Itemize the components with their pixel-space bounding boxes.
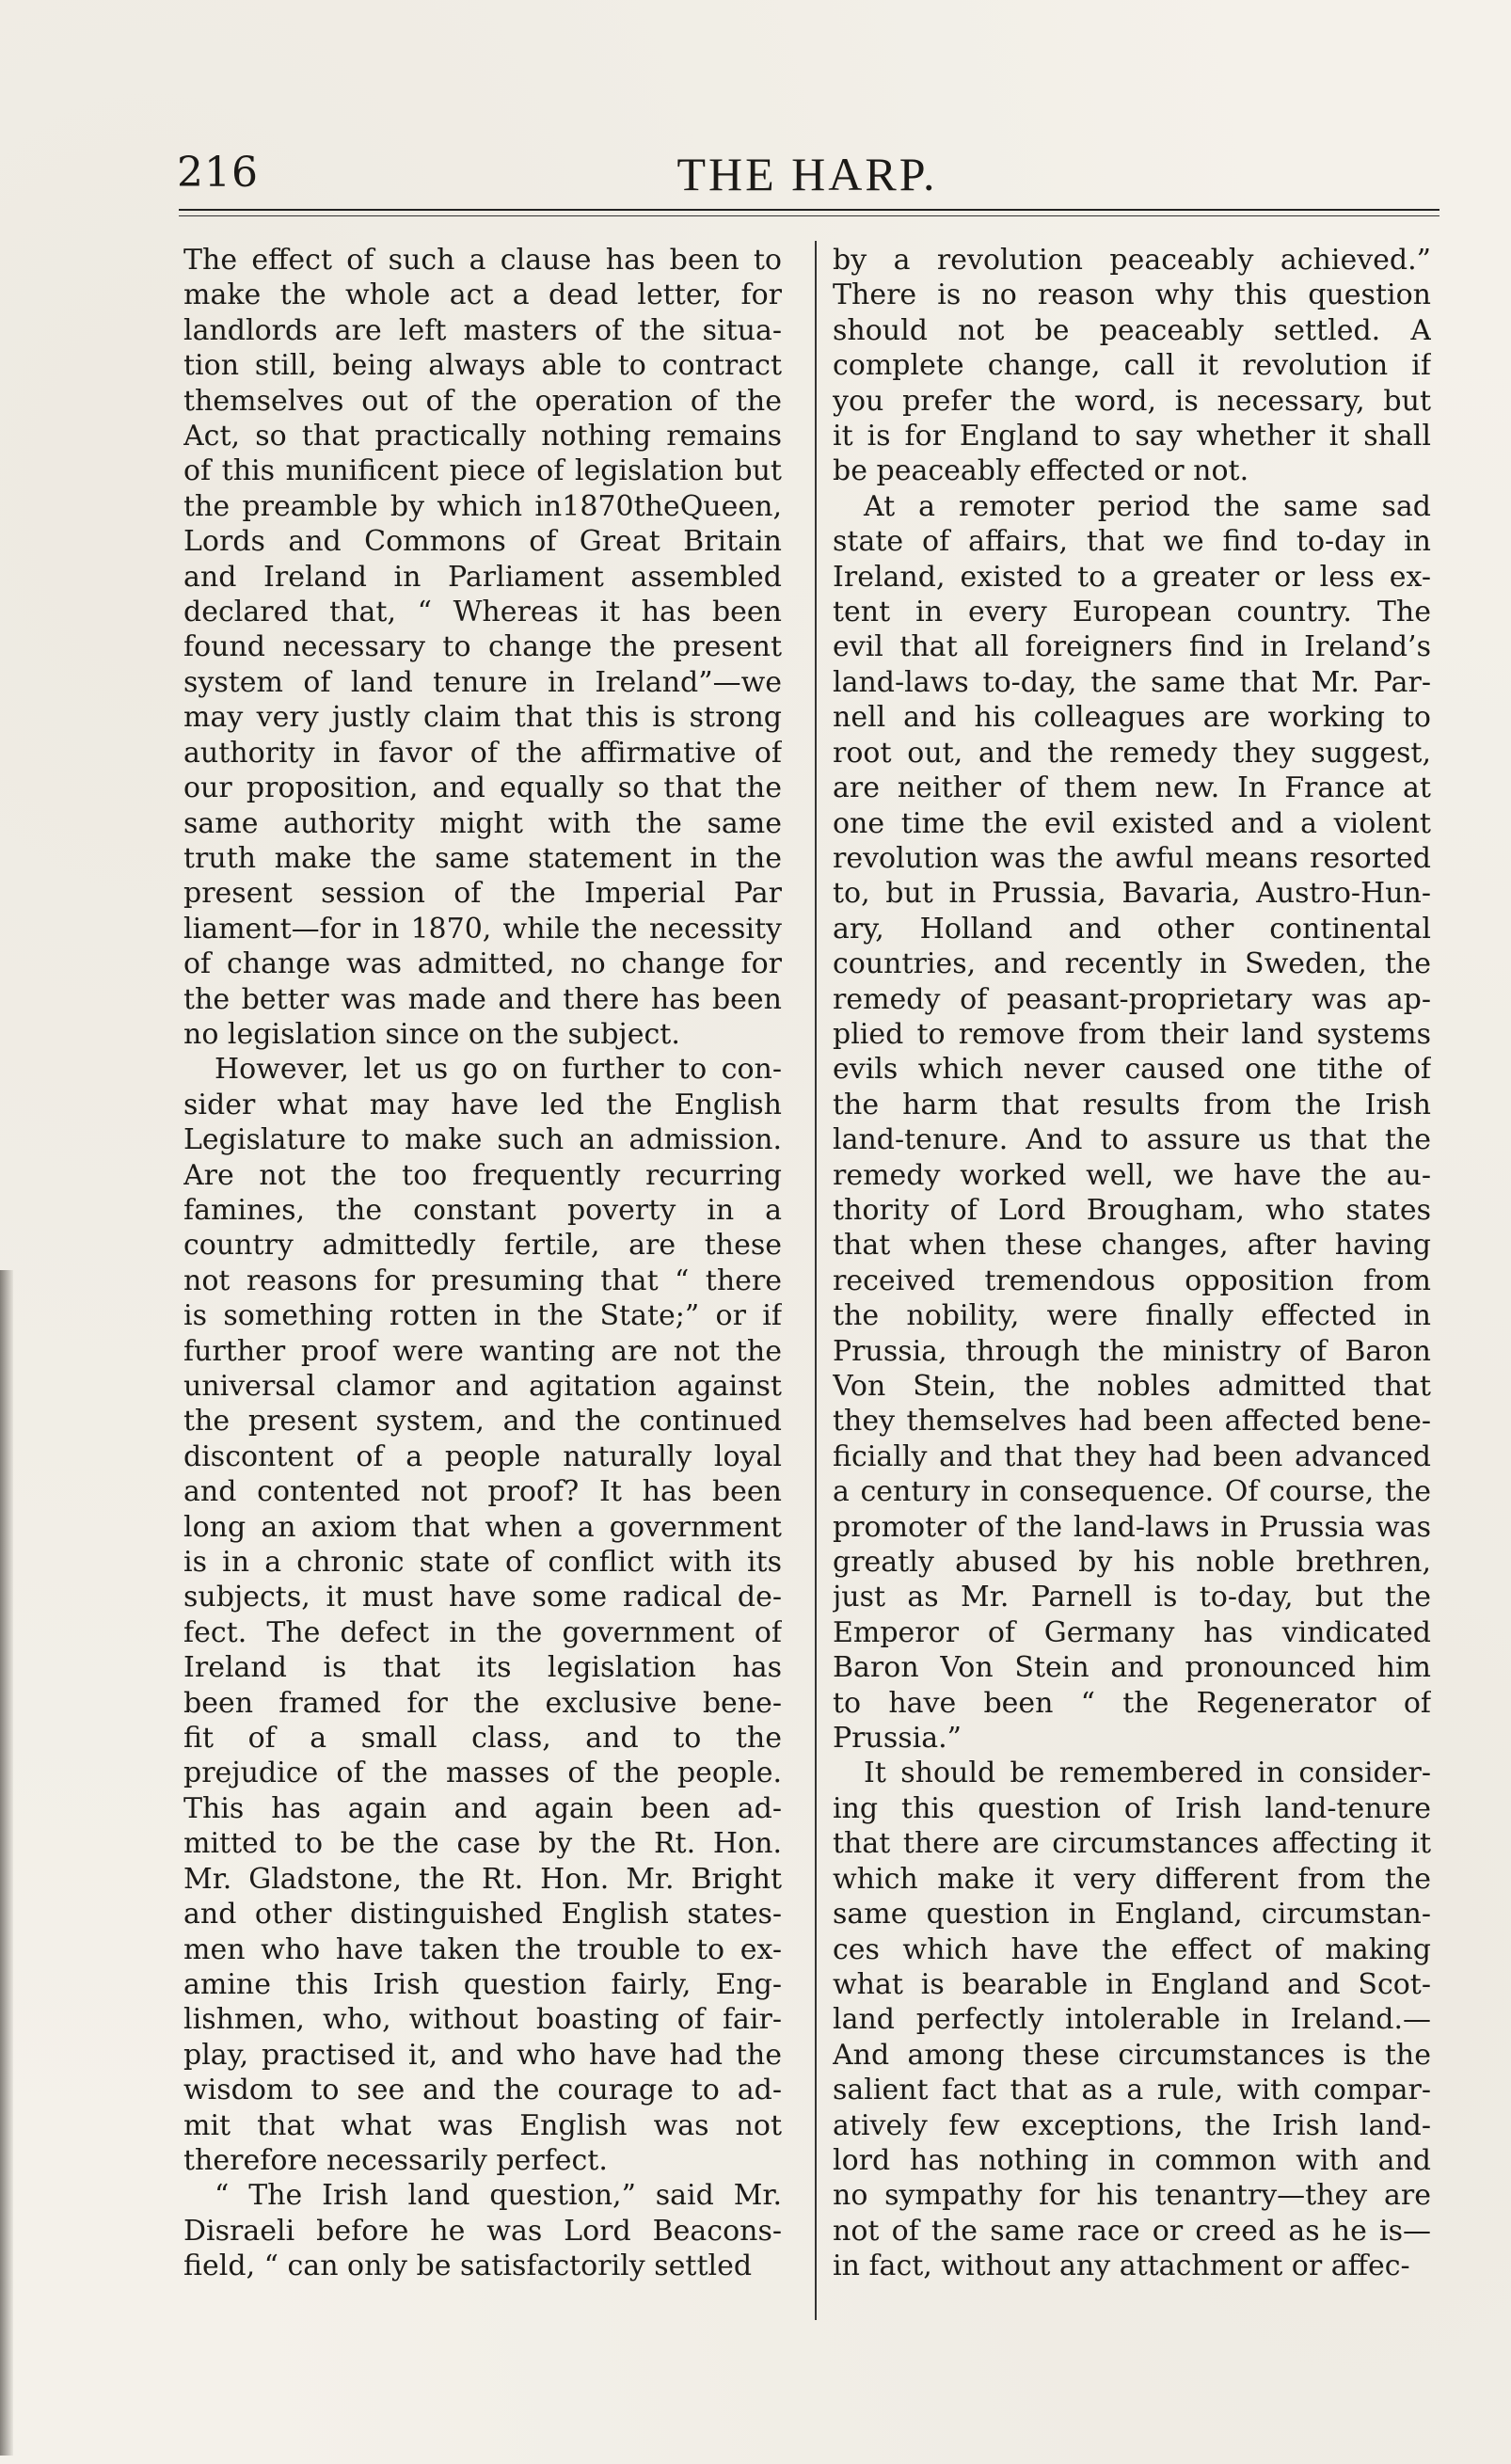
text-line: same authority might with the same xyxy=(183,806,782,840)
text-line: present session of the Imperial Par xyxy=(183,877,782,911)
text-line: remedy of peasant-proprietary was ap- xyxy=(833,982,1431,1016)
text-line: sider what may have led the English xyxy=(183,1088,782,1121)
text-line: wisdom to see and the courage to ad- xyxy=(183,2074,782,2107)
text-line: state of affairs, that we find to-day in xyxy=(833,525,1431,559)
header-rule-thin xyxy=(179,215,1439,216)
text-line: be peaceably effected or not. xyxy=(833,454,1249,488)
text-line: land-laws to-day, the same that Mr. Par- xyxy=(833,665,1431,699)
text-line: themselves out of the operation of the xyxy=(183,384,782,418)
text-line: Are not the too frequently recurring xyxy=(183,1158,782,1192)
text-line: However, let us go on further to con- xyxy=(215,1053,782,1087)
text-line: system of land tenure in Ireland”—we xyxy=(183,665,782,699)
text-line: the preamble by which in1870theQueen, xyxy=(183,489,782,523)
text-line: salient fact that as a rule, with compar- xyxy=(833,2074,1431,2107)
text-line: is something rotten in the State;” or if xyxy=(183,1299,782,1333)
text-line: in fact, without any attachment or affec- xyxy=(833,2249,1410,2283)
text-line: ces which have the effect of making xyxy=(833,1932,1431,1966)
text-line: landlords are left masters of the situa- xyxy=(183,313,782,347)
page-edge-shadow xyxy=(0,1270,13,2456)
text-line: the present system, and the continued xyxy=(183,1405,782,1439)
text-line: which make it very different from the xyxy=(833,1862,1431,1896)
text-line: not of the same race or creed as he is— xyxy=(833,2214,1431,2248)
text-line: field, “ can only be satisfactorily settled xyxy=(183,2249,753,2283)
text-line: Disraeli before he was Lord Beacons- xyxy=(183,2214,782,2248)
text-line: Baron Von Stein and pronounced him xyxy=(833,1651,1431,1685)
text-line: There is no reason why this question xyxy=(833,278,1431,312)
header-rule xyxy=(179,209,1439,211)
text-line: no legislation since on the subject. xyxy=(183,1017,680,1051)
text-line: are neither of them new. In France at xyxy=(833,771,1431,805)
text-line: Emperor of Germany has vindicated xyxy=(833,1615,1431,1649)
text-line: make the whole act a dead letter, for xyxy=(183,278,782,312)
text-line: declared that, “ Whereas it has been xyxy=(183,596,782,629)
text-line: famines, the constant poverty in a xyxy=(183,1193,782,1227)
text-line: thority of Lord Brougham, who states xyxy=(833,1193,1431,1227)
text-line: “ The Irish land question,” said Mr. xyxy=(215,2179,782,2213)
text-line: truth make the same statement in the xyxy=(183,841,782,875)
text-line: it is for England to say whether it shall xyxy=(833,420,1431,453)
text-line: Act, so that practically nothing remains xyxy=(183,420,782,453)
text-line: root out, and the remedy they suggest, xyxy=(833,736,1431,770)
text-line: discontent of a people naturally loyal xyxy=(183,1439,782,1473)
text-line: may very justly claim that this is strong xyxy=(183,701,782,735)
text-line: Prussia, through the ministry of Baron xyxy=(833,1334,1431,1368)
text-line: play, practised it, and who have had the xyxy=(183,2038,782,2072)
text-line: ficially and that they had been advanced xyxy=(833,1439,1431,1473)
text-line: they themselves had been affected bene- xyxy=(833,1405,1431,1439)
text-line: Lords and Commons of Great Britain xyxy=(183,525,782,559)
text-line: that when these changes, after having xyxy=(833,1229,1431,1263)
text-line: the better was made and there has been xyxy=(183,982,782,1016)
text-line: by a revolution peaceably achieved.” xyxy=(833,244,1431,277)
text-line: a century in consequence. Of course, the xyxy=(833,1475,1431,1509)
text-line: ing this question of Irish land-tenure xyxy=(833,1791,1431,1825)
text-line: complete change, call it revolution if xyxy=(833,349,1431,383)
text-line: is in a chronic state of conflict with its xyxy=(183,1546,782,1580)
text-line: subjects, it must have some radical de- xyxy=(183,1581,782,1614)
text-line: land perfectly intolerable in Ireland.— xyxy=(833,2003,1431,2037)
text-line: to have been “ the Regenerator of xyxy=(833,1686,1431,1720)
text-line: therefore necessarily perfect. xyxy=(183,2143,608,2177)
text-line: further proof were wanting are not the xyxy=(183,1334,782,1368)
text-line: Legislature to make such an admission. xyxy=(183,1123,782,1157)
text-line: of change was admitted, no change for xyxy=(183,947,782,981)
text-line: you prefer the word, is necessary, but xyxy=(833,384,1431,418)
text-line: promoter of the land-laws in Prussia was xyxy=(833,1510,1431,1544)
text-line: Mr. Gladstone, the Rt. Hon. Mr. Bright xyxy=(183,1862,782,1896)
text-line: and other distinguished English states- xyxy=(183,1898,782,1931)
text-line: The effect of such a clause has been to xyxy=(183,244,782,277)
text-line: ary, Holland and other continental xyxy=(833,912,1431,946)
text-line: countries, and recently in Sweden, the xyxy=(833,947,1431,981)
text-line: mitted to be the case by the Rt. Hon. xyxy=(183,1827,782,1861)
text-line: authority in favor of the affirmative of xyxy=(183,736,782,770)
running-title: THE HARP. xyxy=(676,148,938,200)
text-line: Von Stein, the nobles admitted that xyxy=(833,1370,1431,1403)
text-line: remedy worked well, we have the au- xyxy=(833,1158,1431,1192)
text-line: found necessary to change the present xyxy=(183,630,782,664)
text-line: Ireland is that its legislation has xyxy=(183,1651,782,1685)
text-line: what is bearable in England and Scot- xyxy=(833,1967,1431,2001)
text-line: greatly abused by his noble brethren, xyxy=(833,1546,1431,1580)
text-line: nell and his colleagues are working to xyxy=(833,701,1431,735)
left-column xyxy=(183,243,782,2284)
text-line: not reasons for presuming that “ there xyxy=(183,1264,782,1297)
text-line: Prussia.” xyxy=(833,1722,962,1756)
text-line: Ireland, existed to a greater or less ex- xyxy=(833,560,1431,594)
text-line: just as Mr. Parnell is to-day, but the xyxy=(833,1581,1431,1614)
text-line: that there are circumstances affecting it xyxy=(833,1827,1431,1861)
right-column xyxy=(833,243,1431,2284)
text-line: And among these circumstances is the xyxy=(833,2038,1431,2072)
text-line: mit that what was English was not xyxy=(183,2108,782,2142)
text-line: amine this Irish question fairly, Eng- xyxy=(183,1967,782,2001)
text-line: At a remoter period the same sad xyxy=(864,489,1431,523)
text-line: to, but in Prussia, Bavaria, Austro-Hun- xyxy=(833,877,1431,911)
text-line: and Ireland in Parliament assembled xyxy=(183,560,782,594)
text-line: been framed for the exclusive bene- xyxy=(183,1686,782,1720)
text-line: lord has nothing in common with and xyxy=(833,2143,1431,2177)
text-line: evils which never caused one tithe of xyxy=(833,1053,1431,1087)
text-line: revolution was the awful means resorted xyxy=(833,841,1431,875)
text-line: and contented not proof? It has been xyxy=(183,1475,782,1509)
text-line: long an axiom that when a government xyxy=(183,1510,782,1544)
text-line: tent in every European country. The xyxy=(833,596,1431,629)
text-line: land-tenure. And to assure us that the xyxy=(833,1123,1431,1157)
text-line: universal clamor and agitation against xyxy=(183,1370,782,1403)
text-line: fect. The defect in the government of xyxy=(183,1615,782,1649)
text-line: plied to remove from their land systems xyxy=(833,1017,1431,1051)
text-line: of this munificent piece of legislation but xyxy=(183,454,782,488)
text-line: lishmen, who, without boasting of fair- xyxy=(183,2003,782,2037)
text-line: country admittedly fertile, are these xyxy=(183,1229,782,1263)
text-line: men who have taken the trouble to ex- xyxy=(183,1932,782,1966)
text-line: tion still, being always able to contract xyxy=(183,349,782,383)
text-line: same question in England, circumstan- xyxy=(833,1898,1431,1931)
text-line: no sympathy for his tenantry—they are xyxy=(833,2179,1431,2213)
page-header xyxy=(177,139,1438,205)
text-line: atively few exceptions, the Irish land- xyxy=(833,2108,1431,2142)
text-line: the nobility, were finally effected in xyxy=(833,1299,1431,1333)
column-divider xyxy=(815,241,817,2320)
page-number: 216 xyxy=(177,149,259,197)
text-line: should not be peaceably settled. A xyxy=(833,313,1431,347)
text-line: fit of a small class, and to the xyxy=(183,1722,782,1756)
text-line: This has again and again been ad- xyxy=(183,1791,782,1825)
text-line: evil that all foreigners find in Ireland’s xyxy=(833,630,1431,664)
text-line: our proposition, and equally so that the xyxy=(183,771,782,805)
text-line: one time the evil existed and a violent xyxy=(833,806,1431,840)
text-line: prejudice of the masses of the people. xyxy=(183,1757,782,1790)
text-line: received tremendous opposition from xyxy=(833,1264,1431,1297)
text-line: the harm that results from the Irish xyxy=(833,1088,1431,1121)
text-line: liament—for in 1870, while the necessity xyxy=(183,912,782,946)
text-line: It should be remembered in consider- xyxy=(864,1757,1431,1790)
